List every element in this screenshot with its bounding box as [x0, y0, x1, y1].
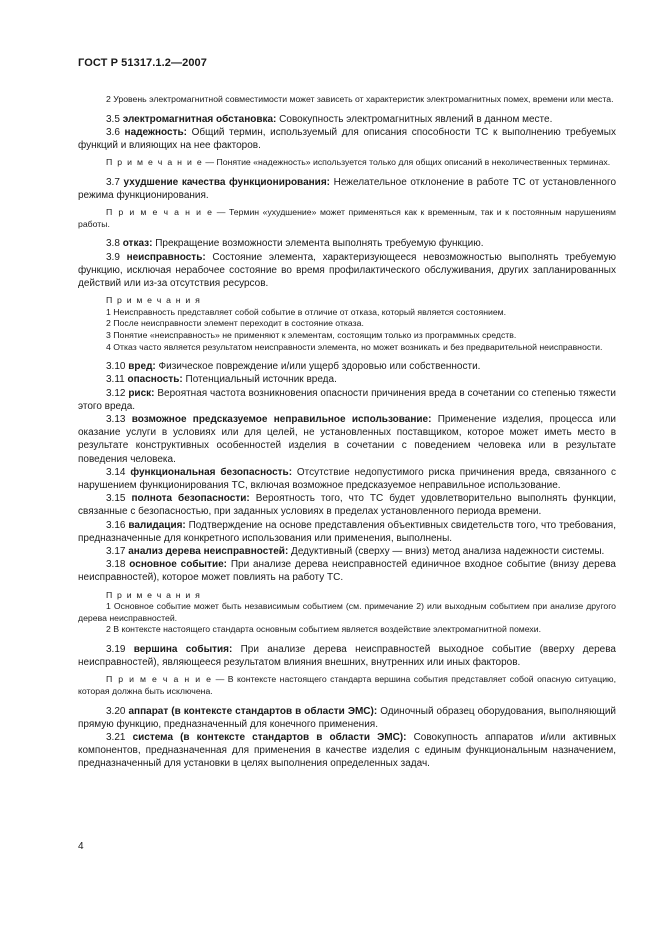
document-header: ГОСТ Р 51317.1.2—2007: [78, 57, 207, 69]
term-3-13: [78, 413, 616, 466]
term-title: риск:: [128, 387, 155, 399]
term-number: 3.18: [106, 559, 130, 571]
note-text: — Термин «ухудшение» может применяться как к временным, так и к постоянным нарушениям работы.: [78, 207, 616, 229]
term-3-19: [78, 643, 616, 669]
term-3-16: [78, 519, 616, 545]
term-definition: Применение изделия, процесса или оказание услуги в условиях или для целей, не установленных поставщиком, которое может иметь место в результате конструктивных особенностей изделия в сочетании с поведением человека или в результате поведения человека.: [78, 413, 616, 465]
term-3-20: [78, 705, 616, 731]
note-label: П р и м е ч а н и е: [106, 157, 203, 168]
fault-note-2: 2 После неисправности элемент переходит в состояние отказа.: [106, 318, 364, 329]
page-content: [78, 94, 616, 771]
term-definition: Общий термин, используемый для описания способности ТС к выполнению требуемых функций и влияющих на нее факторов.: [78, 126, 616, 151]
term-title: полнота безопасности:: [131, 493, 250, 505]
term-title: ухудшение качества функционирования:: [123, 176, 330, 188]
term-3-11: [78, 373, 616, 386]
term-number: 3.5: [106, 113, 123, 125]
term-number: 3.21: [106, 732, 133, 743]
term-definition: Потенциальный источник вреда.: [182, 374, 337, 386]
term-3-10: [78, 360, 616, 373]
term-3-15: [78, 492, 616, 518]
note-2-emc-level: 2 Уровень электромагнитной совместимости может зависеть от характеристик электромагнитных помех, времени или места.: [106, 94, 614, 104]
page-number: 4: [78, 841, 84, 852]
fault-note-1: 1 Неисправность представляет собой событие в отличие от отказа, который является состоянием.: [106, 306, 507, 317]
basic-event-note-1: 1 Основное событие может быть независимым событием (см. примечание 2) или выходным событием при анализе другого дерева неисправностей.: [78, 601, 616, 623]
term-title: аппарат (в контексте стандартов в области ЭМС):: [128, 705, 378, 717]
note-label: П р и м е ч а н и е: [106, 207, 214, 218]
term-title: функциональная безопасность:: [130, 466, 293, 478]
term-3-8: [78, 237, 616, 250]
term-3-17: [78, 545, 616, 558]
term-definition: Нежелательное отклонение в работе ТС от установленного режима функционирования.: [78, 176, 617, 201]
term-3-9: [78, 251, 616, 291]
basic-event-note-2: 2 В контексте настоящего стандарта основным событием является воздействие электромагнитной помехи.: [106, 624, 542, 635]
term-number: 3.15: [106, 493, 132, 505]
fault-note-4: 4 Отказ часто является результатом неисправности элемента, но может возникать и без предварительной неисправности.: [106, 341, 603, 352]
term-definition: Вероятность того, что ТС будет удовлетворительно выполнять функции, связанные с безопасностью, при заданных условиях в пределах установленного периода времени.: [78, 493, 616, 518]
term-definition: Прекращение возможности элемента выполнять требуемую функцию.: [152, 238, 484, 250]
term-definition: Отсутствие недопустимого риска причинения вреда, связанного с нарушением функционирования ТС, включая возможное предсказуемое неправильное использование.: [78, 466, 616, 491]
term-3-7: [78, 176, 616, 202]
term-title: опасность:: [127, 374, 183, 386]
term-3-21: [78, 731, 616, 771]
basic-event-notes-title: П р и м е ч а н и я: [106, 589, 201, 600]
term-3-12: [78, 387, 616, 413]
term-title: возможное предсказуемое неправильное использование:: [131, 413, 432, 425]
term-number: 3.12: [106, 387, 129, 399]
term-title: вершина события:: [133, 644, 233, 655]
term-number: 3.6: [106, 126, 125, 138]
term-number: 3.17: [106, 546, 129, 558]
term-3-5: [78, 113, 616, 126]
note-label: П р и м е ч а н и е: [106, 674, 213, 685]
term-definition: Физическое повреждение и/или ущерб здоровью или собственности.: [155, 361, 481, 373]
term-3-18: [78, 558, 616, 584]
term-number: 3.10: [106, 361, 129, 373]
fault-note-3: 3 Понятие «неисправность» не применяют к элементам, состоящим только из программных средств.: [106, 329, 517, 340]
term-title: система (в контексте стандартов в области ЭМС):: [132, 732, 407, 743]
term-title: неисправность:: [126, 251, 206, 263]
term-definition: Одиночный образец оборудования, выполняющий прямую функцию, предназначенный для конечного применения.: [78, 705, 617, 730]
term-definition: Подтверждение на основе представления объективных свидетельств того, что требования, предназначенные для конкретного использования или применения, выполнены.: [78, 519, 616, 544]
term-definition: Дедуктивный (сверху — вниз) метод анализа надежности системы.: [288, 546, 605, 558]
term-definition: Состояние элемента, характеризующееся невозможностью выполнять требуемую функцию, исключая нерабочее состояние во время профилактического обслуживания, других запланированных действий или из-за отсутствия ресурсов.: [78, 251, 616, 289]
term-number: 3.16: [106, 519, 129, 531]
term-number: 3.9: [106, 251, 127, 263]
term-number: 3.14: [106, 466, 131, 478]
term-definition: При анализе дерева неисправностей единичное входное событие (внизу дерева неисправностей), которое может повлиять на работу ТС.: [78, 559, 616, 584]
note-text: — В контексте настоящего стандарта вершина события представляет собой опасную ситуацию, которая должна быть исключена.: [78, 674, 616, 696]
term-3-6: [78, 126, 616, 152]
term-number: 3.13: [106, 413, 132, 425]
term-title: электромагнитная обстановка:: [122, 113, 277, 125]
fault-notes-title: П р и м е ч а н и я: [106, 295, 201, 306]
term-number: 3.20: [106, 705, 129, 717]
note-reliability: [78, 157, 616, 169]
note-degradation: [78, 207, 616, 230]
term-number: 3.19: [106, 644, 134, 655]
term-definition: Совокупность электромагнитных явлений в данном месте.: [276, 113, 553, 125]
term-title: вред:: [128, 361, 156, 373]
term-title: анализ дерева неисправностей:: [128, 546, 289, 558]
term-definition: Вероятная частота возникновения опасности причинения вреда в сочетании со степенью тяжести этого вреда.: [78, 387, 616, 412]
term-title: отказ:: [122, 238, 153, 250]
term-title: надежность:: [124, 126, 187, 138]
term-definition: При анализе дерева неисправностей выходное событие (вверху дерева неисправностей), являющееся результатом влияния внешних, внутренних или иных факторов.: [78, 644, 616, 669]
term-title: валидация:: [128, 519, 186, 531]
term-title: основное событие:: [129, 559, 227, 571]
term-number: 3.11: [106, 374, 128, 386]
term-number: 3.8: [106, 238, 123, 250]
term-3-14: [78, 466, 616, 492]
term-number: 3.7: [106, 176, 124, 188]
term-definition: Совокупность аппаратов и/или активных компонентов, предназначенная для применения в качестве изделия с единым функциональным назначением, предназначенный для установки в целях выполнения определенных задач.: [78, 732, 616, 770]
note-text: — Понятие «надежность» используется только для общих описаний в неколичественных терминах.: [203, 157, 611, 168]
note-top-event: [78, 674, 616, 697]
